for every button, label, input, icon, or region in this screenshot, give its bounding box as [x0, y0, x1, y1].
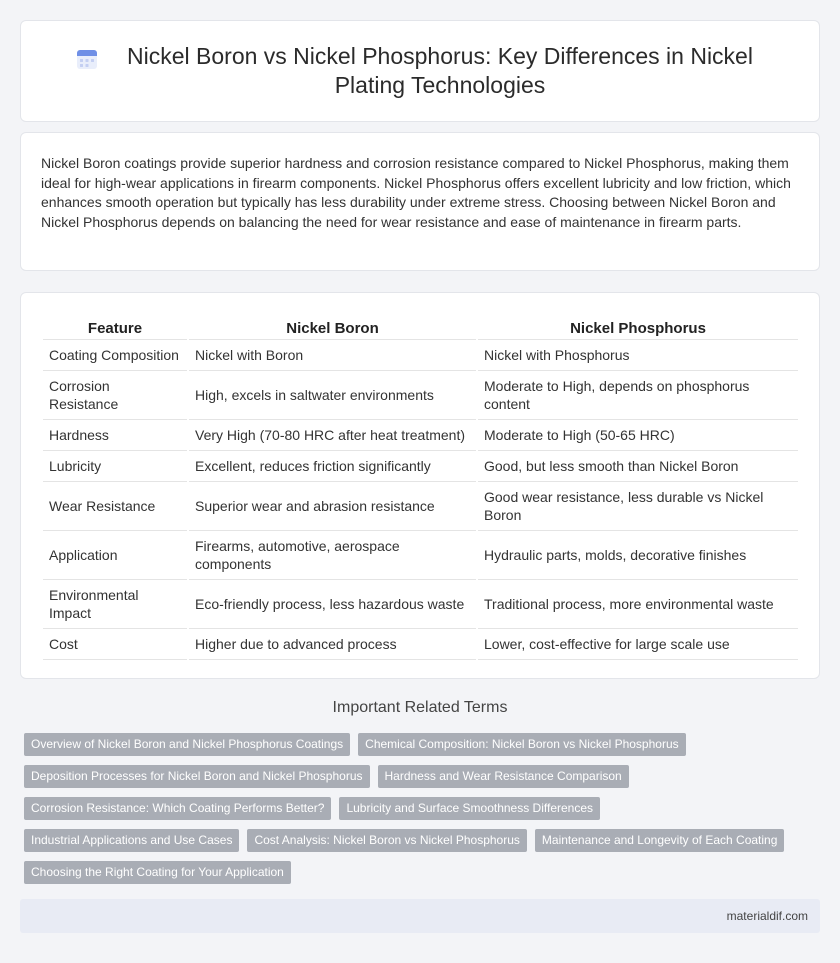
- related-term-tag[interactable]: Maintenance and Longevity of Each Coating: [535, 829, 785, 852]
- title-card: [20, 20, 820, 122]
- table-row: [43, 628, 798, 659]
- footer: [20, 899, 820, 933]
- table-cell: Traditional process, more environmental waste: [477, 579, 798, 628]
- column-header-nickel-boron: Nickel Boron: [188, 312, 477, 339]
- related-term-tag[interactable]: Overview of Nickel Boron and Nickel Phosphorus Coatings: [24, 733, 350, 756]
- table-cell: Good, but less smooth than Nickel Boron: [477, 450, 798, 481]
- table-cell: Moderate to High, depends on phosphorus content: [477, 370, 798, 419]
- related-term-tag[interactable]: Chemical Composition: Nickel Boron vs Nickel Phosphorus: [358, 733, 685, 756]
- related-term-tag[interactable]: Lubricity and Surface Smoothness Differences: [339, 797, 600, 820]
- table-cell: Firearms, automotive, aerospace components: [188, 530, 477, 579]
- related-term-tag[interactable]: Choosing the Right Coating for Your Application: [24, 861, 291, 884]
- table-row: [43, 419, 798, 450]
- table-row: [43, 579, 798, 628]
- related-term-tag[interactable]: Corrosion Resistance: Which Coating Performs Better?: [24, 797, 331, 820]
- table-cell: Nickel with Phosphorus: [477, 339, 798, 370]
- table-cell: Wear Resistance: [43, 481, 188, 530]
- related-term-tag[interactable]: Industrial Applications and Use Cases: [24, 829, 239, 852]
- table-cell: Higher due to advanced process: [188, 628, 477, 659]
- related-term-tag[interactable]: Cost Analysis: Nickel Boron vs Nickel Phosphorus: [247, 829, 526, 852]
- table-row: [43, 530, 798, 579]
- comparison-table-card: [20, 292, 820, 679]
- table-cell: Cost: [43, 628, 188, 659]
- table-cell: Eco-friendly process, less hazardous waste: [188, 579, 477, 628]
- table-cell: Application: [43, 530, 188, 579]
- column-header-feature: Feature: [43, 312, 188, 339]
- related-term-tag[interactable]: Deposition Processes for Nickel Boron and Nickel Phosphorus: [24, 765, 370, 788]
- intro-card: [20, 132, 820, 271]
- table-row: [43, 339, 798, 370]
- table-row: [43, 481, 798, 530]
- table-cell: Environmental Impact: [43, 579, 188, 628]
- table-cell: High, excels in saltwater environments: [188, 370, 477, 419]
- table-cell: Lubricity: [43, 450, 188, 481]
- table-cell: Superior wear and abrasion resistance: [188, 481, 477, 530]
- intro-paragraph: Nickel Boron coatings provide superior hardness and corrosion resistance compared to Nickel Phosphorus, making them ideal for high-wear applications in firearm components. Nickel Phosphorus offers excellent lubricity and low friction, which enhances smooth operation but typically has less durability under extreme stress. Choosing between Nickel Boron and Nickel Phosphorus depends on balancing the need for wear resistance and ease of maintenance in firearm parts.: [41, 155, 791, 230]
- table-cell: Very High (70-80 HRC after heat treatment): [188, 419, 477, 450]
- table-cell: Hardness: [43, 419, 188, 450]
- table-row: [43, 450, 798, 481]
- table-cell: Good wear resistance, less durable vs Nickel Boron: [477, 481, 798, 530]
- table-cell: Lower, cost-effective for large scale use: [477, 628, 798, 659]
- table-cell: Corrosion Resistance: [43, 370, 188, 419]
- table-cell: Coating Composition: [43, 339, 188, 370]
- comparison-table: [43, 312, 798, 660]
- table-cell: Excellent, reduces friction significantly: [188, 450, 477, 481]
- footer-site-link[interactable]: materialdif.com: [726, 909, 808, 923]
- table-cell: Hydraulic parts, molds, decorative finishes: [477, 530, 798, 579]
- related-term-tag[interactable]: Hardness and Wear Resistance Comparison: [378, 765, 629, 788]
- table-header-row: [43, 312, 798, 339]
- table-cell: Nickel with Boron: [188, 339, 477, 370]
- table-row: [43, 370, 798, 419]
- column-header-nickel-phosphorus: Nickel Phosphorus: [477, 312, 798, 339]
- table-cell: Moderate to High (50-65 HRC): [477, 419, 798, 450]
- related-terms-list: [24, 733, 820, 893]
- related-terms-heading: Important Related Terms: [332, 699, 508, 716]
- page-title: Nickel Boron vs Nickel Phosphorus: Key Differences in Nickel Plating Technologies: [127, 43, 753, 98]
